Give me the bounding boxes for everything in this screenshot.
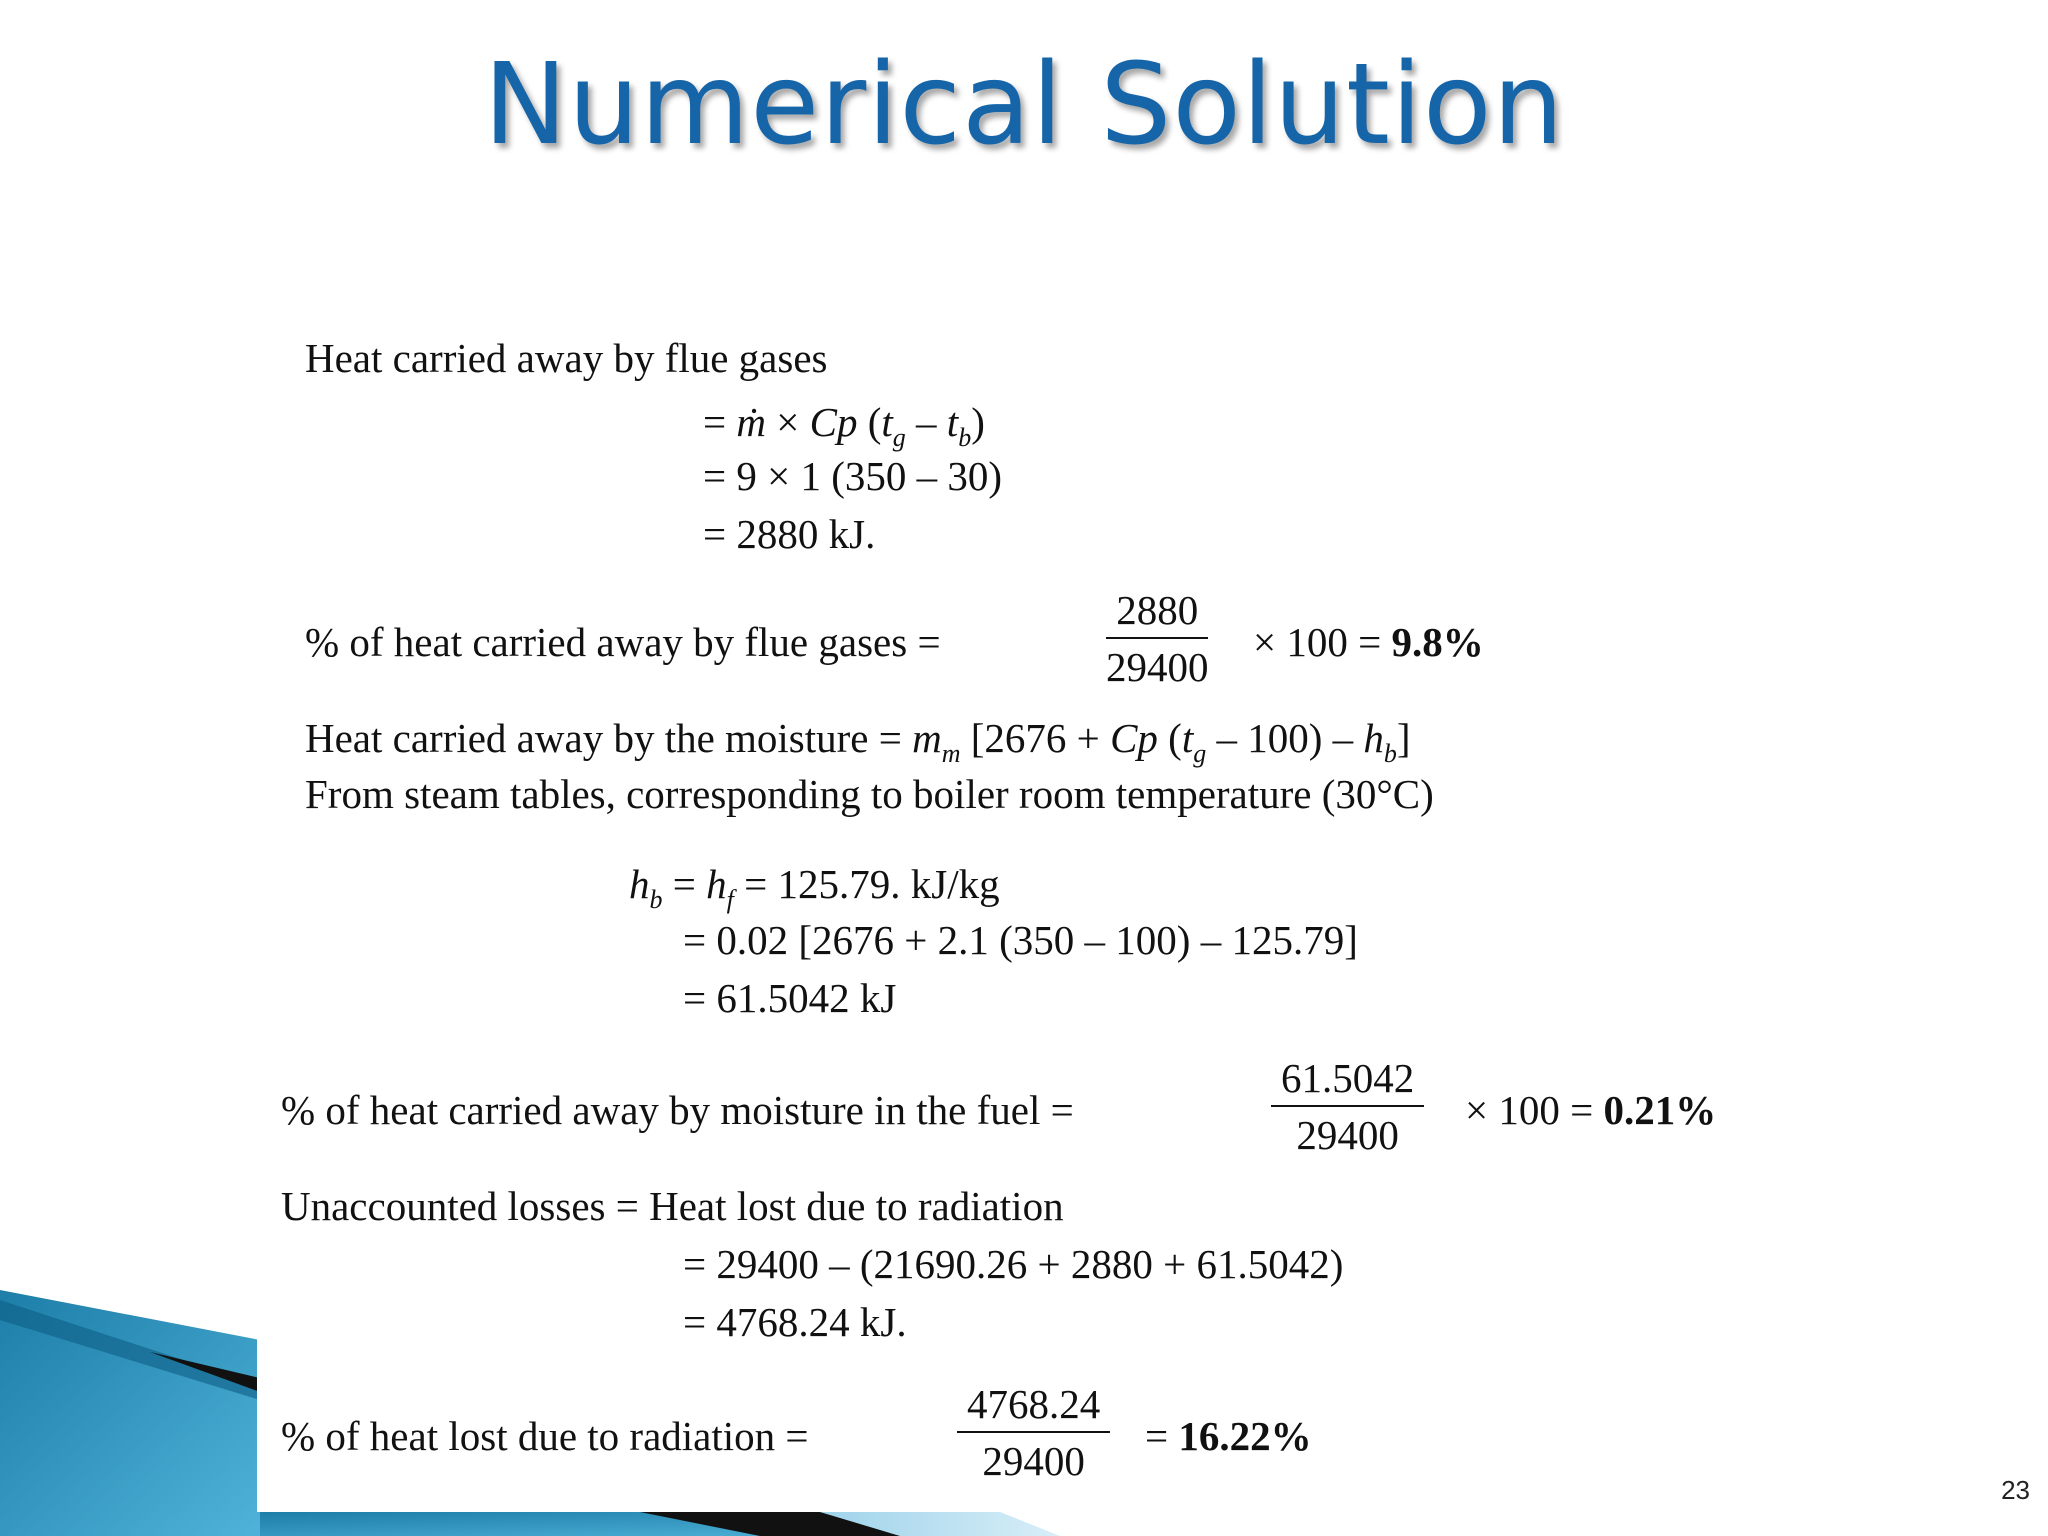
radiation-percent-result xyxy=(1145,1413,1312,1459)
flue-equation-2: = 9 × 1 (350 – 30) xyxy=(703,453,1003,499)
enthalpy-symbol: h xyxy=(629,861,650,907)
eq-text: = xyxy=(1145,1413,1169,1459)
eq-text: – xyxy=(905,399,947,445)
subscript: b xyxy=(958,423,972,452)
eq-text: × 100 = xyxy=(1253,619,1382,665)
temp-symbol: t xyxy=(1181,715,1194,761)
radiation-percent-label: % of heat lost due to radiation = xyxy=(281,1413,809,1459)
unaccounted-equation-3: = 4768.24 kJ. xyxy=(683,1299,907,1345)
steam-tables-line: From steam tables, corresponding to boiler room temperature (30°C) xyxy=(305,771,1434,817)
unaccounted-losses-line: Unaccounted losses = Heat lost due to radiation xyxy=(281,1183,1064,1229)
eq-text: ( xyxy=(857,399,882,445)
flue-equation-1 xyxy=(703,399,985,452)
mass-symbol: m xyxy=(912,715,942,761)
eq-text: = 125.79. kJ/kg xyxy=(733,861,1000,907)
temp-symbol: t xyxy=(881,399,893,445)
flue-heading: Heat carried away by flue gases xyxy=(305,335,828,381)
fraction-denominator: 29400 xyxy=(1296,1112,1399,1158)
eq-text: ) xyxy=(971,399,985,445)
moisture-heat-line xyxy=(305,715,1411,768)
eq-text: = xyxy=(662,861,707,907)
temp-symbol: t xyxy=(946,399,959,445)
fraction-denominator: 29400 xyxy=(1106,644,1209,690)
enthalpy-symbol: h xyxy=(1363,715,1384,761)
fraction-denominator: 29400 xyxy=(982,1438,1085,1484)
eq-text: × xyxy=(765,399,810,445)
eq-text: – 100) – xyxy=(1206,715,1364,761)
cp-symbol: Cp xyxy=(1110,715,1158,761)
eq-text: [2676 + xyxy=(960,715,1111,761)
subscript: g xyxy=(892,423,906,452)
fraction-numerator: 4768.24 xyxy=(957,1384,1110,1433)
result-value: 0.21% xyxy=(1603,1087,1717,1133)
eq-text: × 100 = xyxy=(1465,1087,1594,1133)
cp-symbol: Cp xyxy=(809,399,858,445)
slide-title: Numerical Solution xyxy=(483,40,1565,170)
flue-percent-fraction xyxy=(1096,587,1219,690)
moisture-percent-label: % of heat carried away by moisture in the fuel = xyxy=(281,1087,1074,1133)
eq-text: Heat carried away by the moisture = xyxy=(305,715,913,761)
moisture-percent-fraction xyxy=(1271,1055,1424,1158)
result-value: 16.22% xyxy=(1178,1413,1312,1459)
radiation-percent-fraction xyxy=(957,1381,1110,1484)
eq-text: ] xyxy=(1396,715,1411,761)
flue-percent-label: % of heat carried away by flue gases = xyxy=(305,619,941,665)
enthalpy-symbol: h xyxy=(706,861,727,907)
fraction-numerator: 61.5042 xyxy=(1271,1058,1424,1107)
flue-equation-3: = 2880 kJ. xyxy=(703,511,876,557)
subscript: b xyxy=(649,885,663,914)
subscript: g xyxy=(1193,739,1207,768)
mass-flow-symbol: ṁ xyxy=(736,399,766,445)
subscript: b xyxy=(1383,739,1397,768)
result-value: 9.8% xyxy=(1391,619,1484,665)
unaccounted-equation-2: = 29400 – (21690.26 + 2880 + 61.5042) xyxy=(683,1241,1344,1287)
eq-text: ( xyxy=(1157,715,1182,761)
flue-percent-result xyxy=(1253,619,1484,665)
solution-panel xyxy=(257,300,1897,1512)
subscript: m xyxy=(941,739,961,768)
eq-text: = xyxy=(703,399,737,445)
fraction-numerator: 2880 xyxy=(1106,590,1208,639)
enthalpy-equation-1 xyxy=(629,861,1000,914)
moisture-equation-3: = 61.5042 kJ xyxy=(683,975,897,1021)
moisture-percent-result xyxy=(1465,1087,1717,1133)
moisture-equation-2: = 0.02 [2676 + 2.1 (350 – 100) – 125.79] xyxy=(683,917,1358,963)
subscript: f xyxy=(726,885,734,914)
slide-number: 23 xyxy=(2001,1475,2030,1505)
